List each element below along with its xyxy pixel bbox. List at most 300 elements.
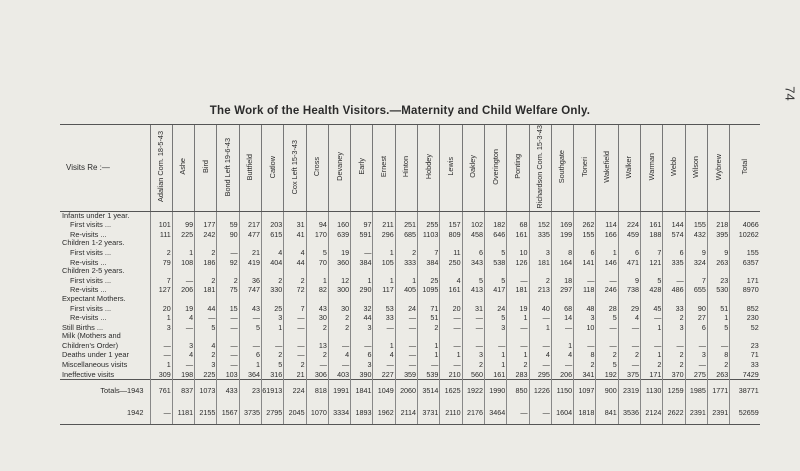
table-cell: 14: [551, 313, 573, 323]
table-cell: —: [462, 313, 484, 323]
table-cell: 36: [239, 276, 261, 286]
table-cell: 225: [195, 370, 217, 380]
totals-cell: 1259: [663, 380, 685, 403]
table-cell: [641, 332, 663, 341]
table-cell: [395, 267, 417, 276]
table-cell: 1: [529, 323, 551, 333]
column-header-label: Bond Left 19-6-43: [223, 137, 233, 196]
table-cell: 1: [395, 276, 417, 286]
table-cell: 7: [150, 276, 172, 286]
table-cell: 3: [150, 323, 172, 333]
table-cell: 2: [663, 350, 685, 360]
column-header: [440, 125, 462, 212]
table-cell: 155: [574, 230, 596, 240]
table-cell: —: [440, 360, 462, 370]
table-cell: 403: [328, 370, 350, 380]
table-cell: 48: [574, 304, 596, 314]
totals-cell: 818: [306, 380, 328, 403]
table-cell: 94: [306, 220, 328, 230]
table-cell: [618, 332, 640, 341]
table-cell: 1: [551, 341, 573, 351]
table-cell: —: [217, 341, 239, 351]
table-cell: 9: [618, 276, 640, 286]
row-label: Expectant Mothers.: [62, 294, 126, 303]
row-label: First visits ...: [70, 275, 112, 285]
table-cell: [195, 332, 217, 341]
totals-cell: 1567: [217, 402, 239, 425]
column-header: [328, 125, 350, 212]
table-cell: [239, 267, 261, 276]
totals-row: [60, 380, 760, 403]
table-cell: [730, 295, 760, 304]
table-cell: [284, 211, 306, 220]
table-cell: [150, 332, 172, 341]
table-cell: [574, 295, 596, 304]
table-cell: 206: [551, 370, 573, 380]
table-cell: 141: [574, 258, 596, 268]
column-header: [217, 125, 239, 212]
table-cell: 198: [172, 370, 194, 380]
section-row: [60, 332, 760, 341]
column-header-label: Toneri: [579, 156, 589, 177]
table-cell: 3: [484, 323, 506, 333]
table-cell: [328, 332, 350, 341]
table-cell: 2: [284, 360, 306, 370]
table-cell: [395, 239, 417, 248]
table-cell: 82: [306, 285, 328, 295]
table-cell: —: [172, 360, 194, 370]
totals-cell: 2319: [618, 380, 640, 403]
table-cell: 213: [529, 285, 551, 295]
table-cell: 20: [440, 304, 462, 314]
column-header-label: Devaney: [334, 152, 344, 182]
table-cell: —: [150, 341, 172, 351]
table-cell: [507, 267, 529, 276]
row-label: Infants under 1 year.: [62, 211, 130, 220]
totals-cell: 3514: [418, 380, 440, 403]
table-cell: [261, 332, 283, 341]
table-cell: 324: [685, 258, 707, 268]
table-cell: 152: [529, 220, 551, 230]
table-cell: [440, 332, 462, 341]
table-cell: 6: [618, 248, 640, 258]
table-cell: [150, 295, 172, 304]
table-cell: [551, 295, 573, 304]
table-cell: —: [284, 313, 306, 323]
table-cell: 5: [596, 313, 618, 323]
table-cell: —: [574, 276, 596, 286]
table-cell: [395, 211, 417, 220]
table-cell: [574, 211, 596, 220]
table-cell: 3: [574, 313, 596, 323]
table-cell: 1: [418, 350, 440, 360]
row-label: Ineffective visits: [62, 369, 115, 379]
table-cell: 2: [574, 360, 596, 370]
totals-cell: 2176: [462, 402, 484, 425]
table-cell: 413: [462, 285, 484, 295]
table-cell: 5: [195, 323, 217, 333]
totals-cell: 433: [217, 380, 239, 403]
table-cell: 655: [685, 285, 707, 295]
table-cell: 263: [707, 258, 729, 268]
table-cell: 44: [195, 304, 217, 314]
column-header: [618, 125, 640, 212]
table-cell: 6: [663, 248, 685, 258]
table-cell: —: [618, 360, 640, 370]
table-cell: [730, 239, 760, 248]
table-cell: —: [529, 341, 551, 351]
table-cell: 432: [685, 230, 707, 240]
table-cell: 2: [261, 350, 283, 360]
table-cell: [685, 295, 707, 304]
table-cell: 161: [440, 285, 462, 295]
column-header: [284, 125, 306, 212]
table-cell: 3: [351, 360, 373, 370]
table-cell: —: [440, 313, 462, 323]
table-cell: 18: [551, 276, 573, 286]
table-cell: 7: [418, 248, 440, 258]
table-cell: 1: [641, 323, 663, 333]
table-cell: 300: [328, 285, 350, 295]
table-cell: —: [328, 360, 350, 370]
table-cell: 3: [261, 313, 283, 323]
table-cell: [507, 211, 529, 220]
table-cell: [596, 295, 618, 304]
totals-cell: 837: [172, 380, 194, 403]
table-cell: 275: [685, 370, 707, 380]
table-cell: —: [462, 341, 484, 351]
table-cell: 538: [484, 258, 506, 268]
table-cell: 7: [641, 248, 663, 258]
table-cell: [685, 267, 707, 276]
table-cell: [351, 332, 373, 341]
table-cell: 10: [574, 323, 596, 333]
totals-cell: 1150: [551, 380, 573, 403]
row-label: Re-visits ...: [70, 229, 107, 239]
table-cell: 3: [172, 341, 194, 351]
table-cell: —: [172, 276, 194, 286]
totals-cell: 1841: [351, 380, 373, 403]
table-cell: [418, 332, 440, 341]
table-cell: [596, 267, 618, 276]
column-header-label: Webb: [668, 157, 678, 177]
row-label: Re-visits ...: [70, 313, 107, 323]
totals-cell: 2114: [395, 402, 417, 425]
table-cell: —: [217, 248, 239, 258]
totals-cell: 1990: [484, 380, 506, 403]
table-cell: 296: [373, 230, 395, 240]
table-cell: 591: [351, 230, 373, 240]
table-cell: [239, 239, 261, 248]
table-cell: 4: [618, 313, 640, 323]
table-cell: —: [641, 313, 663, 323]
row-label: First visits ...: [70, 220, 112, 230]
table-cell: [306, 239, 328, 248]
table-cell: [395, 295, 417, 304]
totals-cell: 2060: [395, 380, 417, 403]
table-cell: 68: [551, 304, 573, 314]
totals-cell: 1181: [172, 402, 194, 425]
table-cell: [373, 211, 395, 220]
table-cell: 419: [239, 258, 261, 268]
table-cell: 316: [261, 370, 283, 380]
table-cell: —: [641, 341, 663, 351]
column-header-label: Adalian Com. 18-5-43: [156, 131, 166, 203]
table-cell: [328, 267, 350, 276]
table-cell: 685: [395, 230, 417, 240]
table-cell: 560: [462, 370, 484, 380]
table-cell: —: [663, 276, 685, 286]
table-cell: 20: [150, 304, 172, 314]
table-cell: —: [172, 323, 194, 333]
table-cell: —: [707, 341, 729, 351]
column-header-label: Lewis: [446, 157, 455, 177]
table-cell: 530: [707, 285, 729, 295]
table-cell: 4: [529, 350, 551, 360]
table-cell: 90: [685, 304, 707, 314]
table-cell: 738: [618, 285, 640, 295]
table-cell: 181: [195, 285, 217, 295]
table-cell: —: [261, 341, 283, 351]
table-cell: 105: [373, 258, 395, 268]
table-cell: [707, 211, 729, 220]
table-row: [60, 360, 760, 370]
totals-cell: 1893: [351, 402, 373, 425]
table-cell: —: [239, 313, 261, 323]
table-cell: 458: [462, 230, 484, 240]
totals-cell: 1070: [306, 402, 328, 425]
table-cell: [440, 239, 462, 248]
table-cell: —: [395, 313, 417, 323]
table-cell: [663, 295, 685, 304]
table-cell: [663, 211, 685, 220]
table-cell: 102: [462, 220, 484, 230]
table-cell: 2: [195, 248, 217, 258]
table-cell: 6: [574, 248, 596, 258]
table-cell: 263: [707, 370, 729, 380]
table-cell: 2: [418, 323, 440, 333]
table-cell: [239, 332, 261, 341]
table-cell: —: [440, 323, 462, 333]
table-cell: [663, 267, 685, 276]
table-cell: 199: [551, 230, 573, 240]
table-cell: 169: [551, 220, 573, 230]
table-cell: 3: [529, 248, 551, 258]
column-header: [707, 125, 729, 212]
table-cell: —: [685, 360, 707, 370]
table-cell: 7: [284, 304, 306, 314]
totals-cell: 2124: [641, 402, 663, 425]
table-cell: 428: [641, 285, 663, 295]
table-cell: [328, 295, 350, 304]
table-cell: [574, 267, 596, 276]
table-cell: [707, 267, 729, 276]
table-cell: 21: [239, 248, 261, 258]
table-cell: [440, 211, 462, 220]
table-cell: 90: [217, 230, 239, 240]
column-header-label: Cox Left 15-3-43: [289, 139, 299, 194]
column-header: [663, 125, 685, 212]
table-cell: 79: [150, 258, 172, 268]
table-cell: 2: [618, 350, 640, 360]
table-cell: 171: [641, 370, 663, 380]
table-cell: 2: [462, 360, 484, 370]
table-cell: [484, 267, 506, 276]
table-cell: 225: [172, 230, 194, 240]
table-cell: 1: [150, 360, 172, 370]
table-cell: [730, 267, 760, 276]
table-cell: 306: [306, 370, 328, 380]
column-header: [395, 125, 417, 212]
row-label: Re-visits ...: [70, 257, 107, 267]
table-cell: 160: [328, 220, 350, 230]
table-cell: —: [217, 350, 239, 360]
table-cell: [641, 239, 663, 248]
table-cell: 31: [284, 220, 306, 230]
table-row: [60, 323, 760, 333]
table-cell: [529, 239, 551, 248]
table-cell: —: [195, 313, 217, 323]
table-cell: 395: [707, 230, 729, 240]
table-cell: [172, 332, 194, 341]
totals-cell: 52659: [730, 402, 760, 425]
table-cell: 3: [663, 323, 685, 333]
table-cell: [373, 267, 395, 276]
table-cell: 360: [328, 258, 350, 268]
table-cell: 1103: [418, 230, 440, 240]
column-header-label: Warman: [646, 153, 656, 181]
table-cell: [529, 295, 551, 304]
column-header: [484, 125, 506, 212]
table-cell: 9: [685, 248, 707, 258]
table-cell: [306, 267, 328, 276]
table-cell: 1: [641, 350, 663, 360]
table-cell: [641, 295, 663, 304]
table-cell: [217, 211, 239, 220]
table-cell: 10: [507, 248, 529, 258]
table-cell: —: [596, 341, 618, 351]
table-cell: 192: [596, 370, 618, 380]
table-cell: —: [618, 323, 640, 333]
totals-cell: 1049: [373, 380, 395, 403]
table-cell: [462, 332, 484, 341]
table-cell: [217, 332, 239, 341]
column-header-label: Ashe: [178, 158, 188, 176]
table-cell: 103: [217, 370, 239, 380]
table-cell: 186: [195, 258, 217, 268]
table-cell: 7: [685, 276, 707, 286]
totals-cell: 1771: [707, 380, 729, 403]
table-cell: 2: [641, 360, 663, 370]
table-cell: 1: [707, 313, 729, 323]
totals-cell: 1922: [462, 380, 484, 403]
table-cell: 155: [730, 248, 760, 258]
table-cell: 6: [685, 323, 707, 333]
table-cell: 2: [596, 350, 618, 360]
table-header-row: [60, 125, 760, 212]
table-cell: [618, 211, 640, 220]
table-cell: [217, 267, 239, 276]
table-cell: 8970: [730, 285, 760, 295]
table-cell: 1: [418, 341, 440, 351]
table-cell: [239, 295, 261, 304]
table-cell: [150, 211, 172, 220]
totals-cell: 1985: [685, 380, 707, 403]
table-cell: 477: [239, 230, 261, 240]
table-cell: 6: [239, 350, 261, 360]
totals-cell: 3334: [328, 402, 350, 425]
table-cell: 4: [284, 248, 306, 258]
table-cell: —: [596, 276, 618, 286]
table-cell: 15: [217, 304, 239, 314]
table-cell: 6: [351, 350, 373, 360]
table-cell: 359: [395, 370, 417, 380]
table-cell: [351, 211, 373, 220]
table-cell: 164: [551, 258, 573, 268]
table-cell: —: [217, 313, 239, 323]
table-cell: 2: [328, 313, 350, 323]
table-cell: [261, 239, 283, 248]
table-cell: 2: [507, 360, 529, 370]
table-cell: 10262: [730, 230, 760, 240]
table-cell: [195, 239, 217, 248]
table-cell: —: [529, 313, 551, 323]
table-cell: 5: [261, 360, 283, 370]
table-row: [60, 304, 760, 314]
table-cell: 29: [618, 304, 640, 314]
table-cell: 53: [373, 304, 395, 314]
totals-cell: 1226: [529, 380, 551, 403]
table-row: [60, 341, 760, 351]
table-cell: [529, 267, 551, 276]
table-cell: —: [217, 323, 239, 333]
table-cell: —: [217, 360, 239, 370]
table-cell: 330: [261, 285, 283, 295]
table-cell: [217, 239, 239, 248]
table-cell: 3: [685, 350, 707, 360]
table-cell: [551, 211, 573, 220]
visits-re-header: Visits Re :—: [60, 125, 150, 212]
table-cell: —: [351, 248, 373, 258]
table-cell: 99: [172, 220, 194, 230]
table-cell: 70: [306, 258, 328, 268]
row-label: Children 2-5 years.: [62, 267, 125, 276]
column-header: [574, 125, 596, 212]
table-cell: [306, 295, 328, 304]
table-cell: 5: [484, 313, 506, 323]
table-cell: 333: [395, 258, 417, 268]
table-cell: [418, 211, 440, 220]
table-cell: 4: [440, 276, 462, 286]
table-cell: 3: [351, 323, 373, 333]
totals-cell: 2110: [440, 402, 462, 425]
table-cell: 1: [596, 248, 618, 258]
table-cell: [418, 295, 440, 304]
table-cell: 6: [462, 248, 484, 258]
table-cell: 12: [328, 276, 350, 286]
table-cell: —: [351, 341, 373, 351]
table-cell: 486: [663, 285, 685, 295]
table-cell: —: [284, 323, 306, 333]
table-cell: 19: [507, 304, 529, 314]
table-cell: —: [373, 323, 395, 333]
table-cell: 230: [730, 313, 760, 323]
table-cell: 71: [730, 350, 760, 360]
table-cell: 30: [306, 313, 328, 323]
table-cell: 206: [172, 285, 194, 295]
table-cell: 3: [462, 350, 484, 360]
table-cell: [418, 267, 440, 276]
